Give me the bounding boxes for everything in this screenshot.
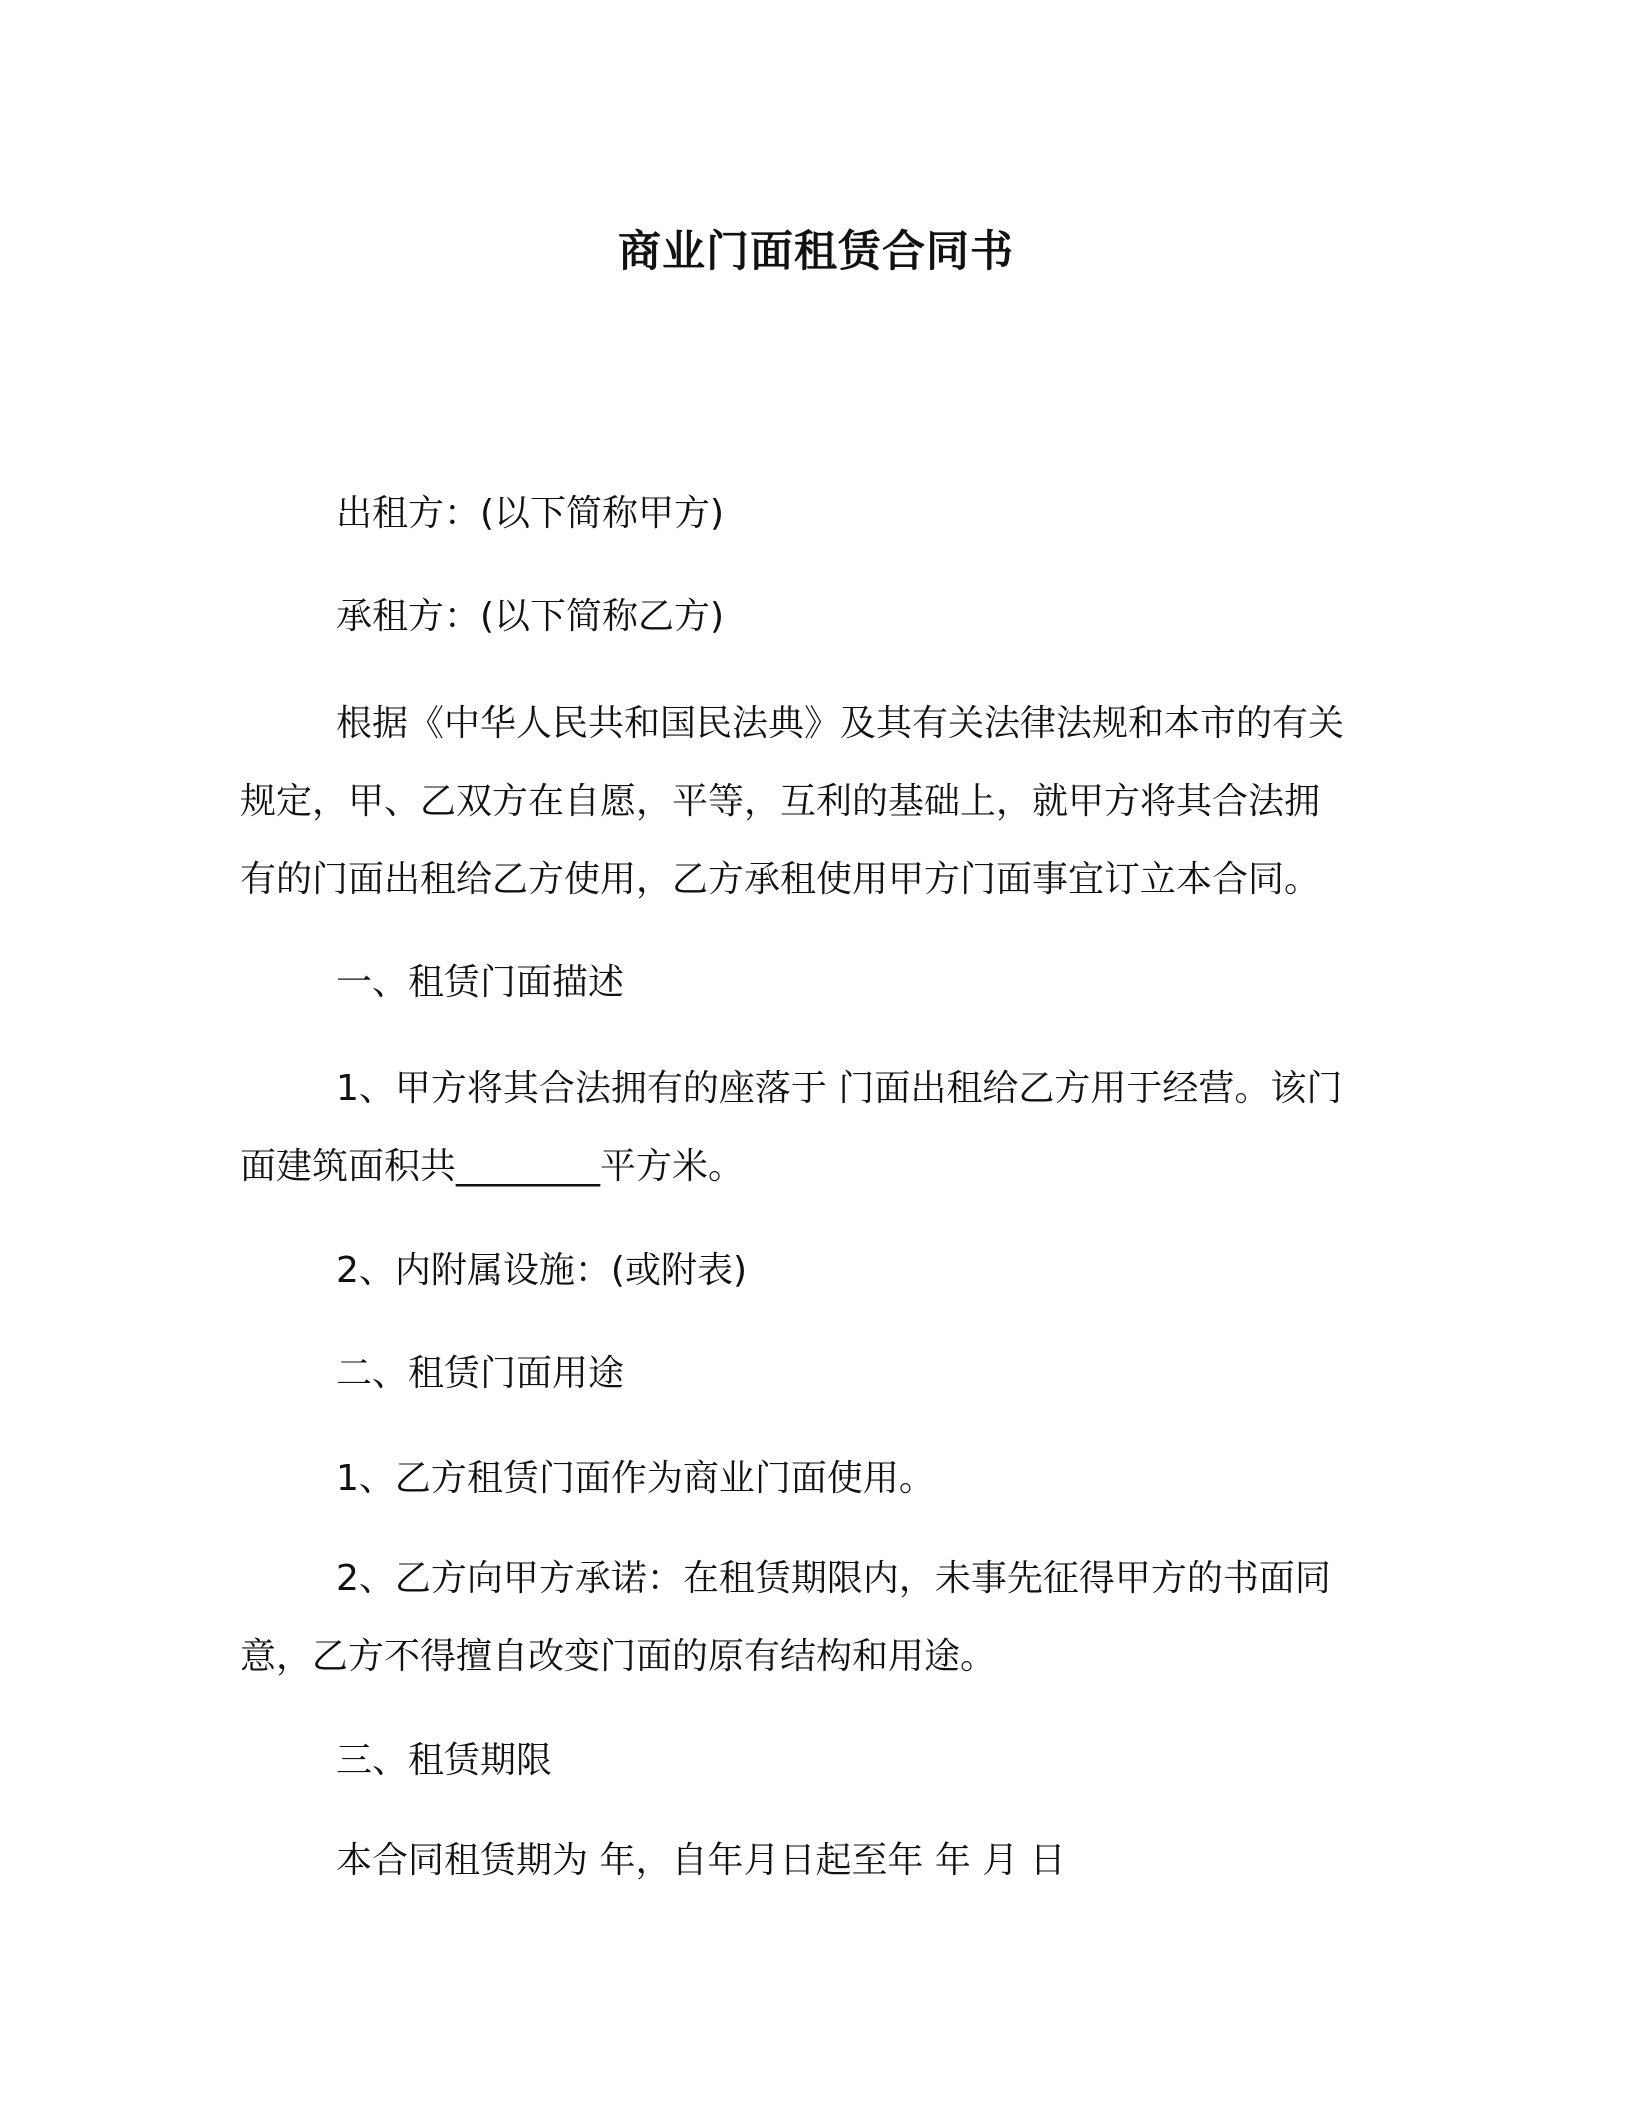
section-2-item-2-line-1: 2、乙方向甲方承诺：在租赁期限内，未事先征得甲方的书面同 — [336, 1558, 1331, 1599]
section-2-item-1: 1、乙方租赁门面作为商业门面使用。 — [336, 1458, 935, 1499]
section-3-heading: 三、租赁期限 — [336, 1740, 553, 1781]
section-1-item-1-line-1: 1、甲方将其合法拥有的座落于 门面出租给乙方用于经营。该门 — [336, 1068, 1343, 1109]
section-1-item-1-line-2: 面建筑面积共________平方米。 — [240, 1146, 745, 1187]
section-2-heading: 二、租赁门面用途 — [336, 1353, 625, 1394]
section-1-item-2: 2、内附属设施：(或附表) — [336, 1250, 747, 1291]
lessee-line: 承租方：(以下简称乙方) — [336, 596, 725, 637]
preamble-paragraph — [240, 685, 1390, 919]
lessor-line: 出租方：(以下简称甲方) — [336, 493, 725, 534]
section-1-item-1 — [240, 1050, 1390, 1206]
section-2-item-2 — [240, 1540, 1390, 1696]
section-1-heading: 一、租赁门面描述 — [336, 962, 625, 1003]
section-2-item-2-line-2: 意，乙方不得擅自改变门面的原有结构和用途。 — [240, 1636, 997, 1677]
preamble-line-3: 有的门面出租给乙方使用，乙方承租使用甲方门面事宜订立本合同。 — [240, 859, 1321, 900]
section-3-text: 本合同租赁期为 年，自年月日起至年 年 月 日 — [336, 1840, 1066, 1881]
preamble-line-2: 规定，甲、乙双方在自愿，平等，互利的基础上，就甲方将其合法拥 — [240, 781, 1321, 822]
document-title: 商业门面租赁合同书 — [618, 227, 1014, 277]
preamble-line-1: 根据《中华人民共和国民法典》及其有关法律法规和本市的有关 — [336, 703, 1345, 744]
